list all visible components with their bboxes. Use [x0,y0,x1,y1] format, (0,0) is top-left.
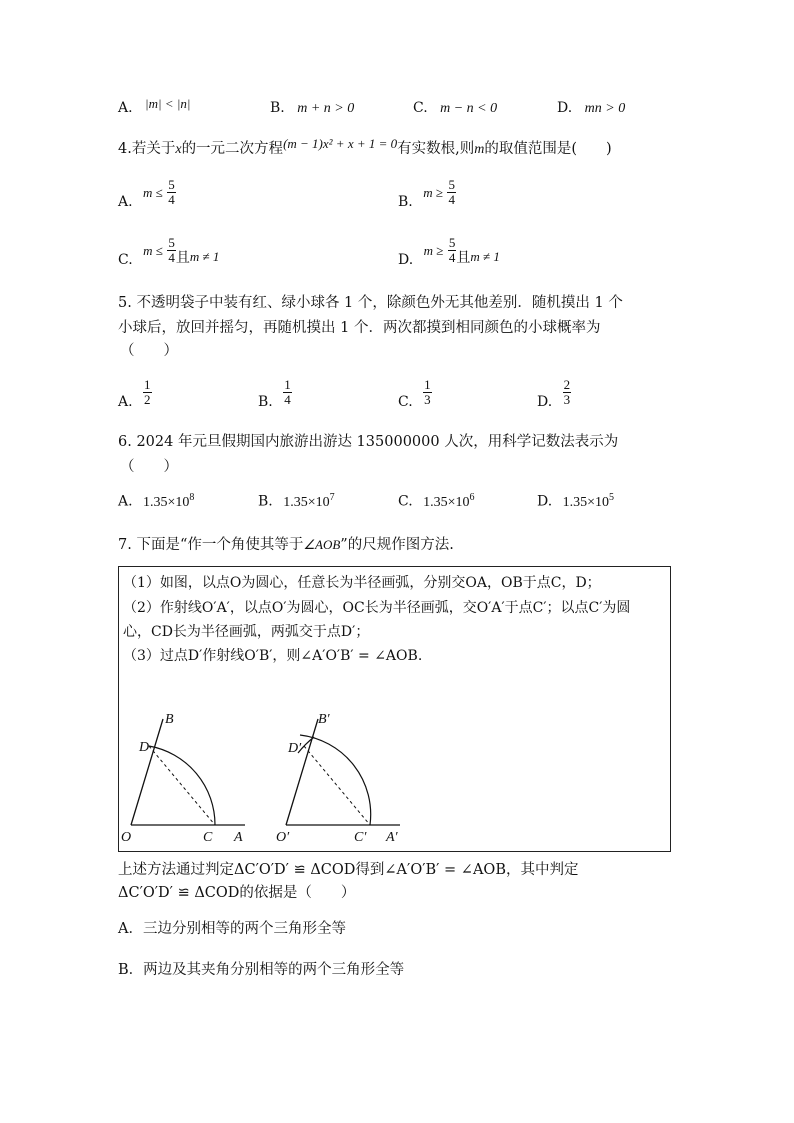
q3-option-a [118,96,191,116]
label-o: O [121,830,132,845]
q4-option-b [398,177,456,210]
q6-d-label: D. [537,493,553,510]
q3-option-c [413,100,497,117]
q3-a-expr: |m| < |n| [145,96,191,111]
q4-c-and: 且 [175,249,190,266]
q4-d-and: 且 [456,249,471,266]
q4-a-rel: m ≤ [143,184,163,200]
q5-a-fraction [143,378,152,407]
q4-var-x: x [175,142,182,157]
q3-b-expr: m + n > 0 [297,101,355,116]
q5-stem-line3: （ ） [120,343,178,359]
q5-a-den: 2 [144,392,151,407]
q4-var-m: m [474,142,485,157]
q4-a-den: 4 [168,192,175,207]
q6-c-exp: 6 [469,492,475,503]
q4-c-label: C. [118,251,133,268]
arc-cd [149,746,215,825]
q5-d-num: 2 [563,377,571,392]
label-c-prime: C′ [354,830,367,845]
q4-b-den: 4 [448,192,455,207]
q4-c-num: 5 [168,235,175,250]
q3-option-b [270,100,354,117]
q5-stem-line1: 5. 不透明袋子中装有红、绿小球各 1 个，除颜色外无其他差别．随机摸出 1 个 [118,295,623,311]
q6-d-exp: 5 [609,492,615,503]
q5-b-label: B. [258,393,273,410]
label-b: B [165,712,174,727]
q6-option-d [537,492,614,511]
q4-c-cond: m ≠ 1 [189,248,220,264]
q5-option-c [398,377,432,410]
label-c: C [203,830,213,845]
q5-stem-line2: 小球后，放回并摇匀，再随机摸出 1 个．两次都摸到相同颜色的小球概率为 [118,320,601,336]
q7-option-b: B．两边及其夹角分别相等的两个三角形全等 [118,962,405,978]
q4-b-rel: m ≥ [423,184,443,200]
q6-b-exp: 7 [329,492,335,503]
label-d-prime: D′ [288,741,302,756]
q4-b-fraction [447,178,456,207]
q6-a-label: A. [118,493,133,510]
q7-angle: ∠AOB [303,537,341,552]
q5-d-fraction [563,378,572,407]
ray-ob [131,719,163,825]
q3-a-label: A. [118,100,133,116]
q5-c-num: 1 [424,377,431,392]
q7-step3: （3）过点D′作射线O′B′，则∠A′O′B′ = ∠AOB. [123,648,423,664]
q3-option-d [557,100,625,117]
q6-a-base: 1.35×10 [143,494,190,510]
q5-c-den: 3 [424,392,431,407]
q4-stem-pre: 4.若关于 [118,141,176,157]
q4-stem-mid: 的一元二次方程 [181,141,284,157]
q4-stem-post: 有实数根,则 [397,141,475,157]
q4-a-fraction [167,178,176,207]
q4-a-label: A. [118,193,133,210]
q4-stem-end: 的取值范围是( ) [484,141,612,157]
label-b-prime: B′ [318,712,330,727]
q5-d-label: D. [537,393,553,410]
q7-figure-left [121,712,245,845]
q4-d-rel: m ≥ [423,242,444,258]
segment-c-prime-d-prime [304,746,370,825]
q5-c-label: C. [398,393,413,410]
q7-step2b: 心，CD长为半径画弧，两弧交于点D′； [123,624,370,640]
q7-after-line1: 上述方法通过判定ΔC′O′D′ ≌ ΔCOD得到∠A′O′B′ = ∠AOB，其中判定 [118,862,579,878]
q3-c-expr: m − n < 0 [440,101,498,116]
q3-c-label: C. [413,100,428,116]
q4-c-rel: m ≤ [143,242,163,258]
q6-c-base: 1.35×10 [423,494,470,510]
q5-option-a [118,377,152,410]
q4-a-num: 5 [168,177,175,192]
q4-option-a [118,177,176,210]
q4-d-label: D. [398,251,414,268]
label-a: A [234,830,243,845]
q5-option-b [258,377,292,410]
q7-figure-right [276,712,400,845]
q4-stem [118,137,612,158]
q7-stem-pre: 7. 下面是“作一个角使其等于 [118,537,304,553]
q3-d-label: D. [557,100,573,116]
q7-step2a: （2）作射线O′A′，以点O′为圆心，OC长为半径画弧，交O′A′于点C′；以点C′为圆 [123,600,631,616]
q7-stem [118,533,454,554]
q7-stem-post: ”的尺规作图方法. [340,537,454,553]
q5-a-num: 1 [144,377,151,392]
q3-b-label: B. [270,100,285,116]
label-o-prime: O′ [276,830,290,845]
q4-c-den: 4 [168,250,175,265]
q6-c-label: C. [398,493,413,510]
q5-b-den: 4 [284,392,291,407]
q6-a-exp: 8 [189,492,195,503]
q6-d-base: 1.35×10 [562,494,610,510]
label-a-prime: A′ [386,830,398,845]
q5-option-d [537,377,571,410]
q4-c-fraction [167,236,176,265]
q4-option-c [118,235,220,268]
q7-construction-box [118,566,671,852]
q6-stem-line1: 6. 2024 年元旦假期国内旅游出游达 135000000 人次，用科学记数法表示为 [118,434,619,450]
q7-after-line2: ΔC′O′D′ ≌ ΔCOD的依据是（ ） [118,885,356,901]
q4-d-num: 5 [448,235,456,250]
q4-b-label: B. [398,193,413,210]
q4-d-den: 4 [448,250,456,265]
q5-b-num: 1 [284,377,291,392]
q4-d-cond: m ≠ 1 [470,248,500,264]
arc-from-o-prime [300,735,371,825]
q6-option-c [398,492,475,511]
q7-option-a: A．三边分别相等的两个三角形全等 [118,921,346,937]
q6-option-a [118,492,194,511]
q6-option-b [258,492,335,511]
q6-stem-line2: （ ） [120,459,178,475]
q4-b-num: 5 [448,177,455,192]
q6-b-label: B. [258,493,273,510]
q5-d-den: 3 [563,392,571,407]
q4-equation: (m − 1)x² + x + 1 = 0 [283,136,398,151]
q5-b-fraction [283,378,292,407]
q3-d-expr: mn > 0 [584,101,626,116]
q5-a-label: A. [118,393,133,410]
q4-option-d [398,235,500,268]
q5-c-fraction [423,378,432,407]
q6-b-base: 1.35×10 [283,494,330,510]
q7-figure [119,671,670,851]
label-d: D [139,740,150,755]
q7-step1: （1）如图，以点O为圆心，任意长为半径画弧，分别交OA，OB于点C，D； [123,575,601,591]
